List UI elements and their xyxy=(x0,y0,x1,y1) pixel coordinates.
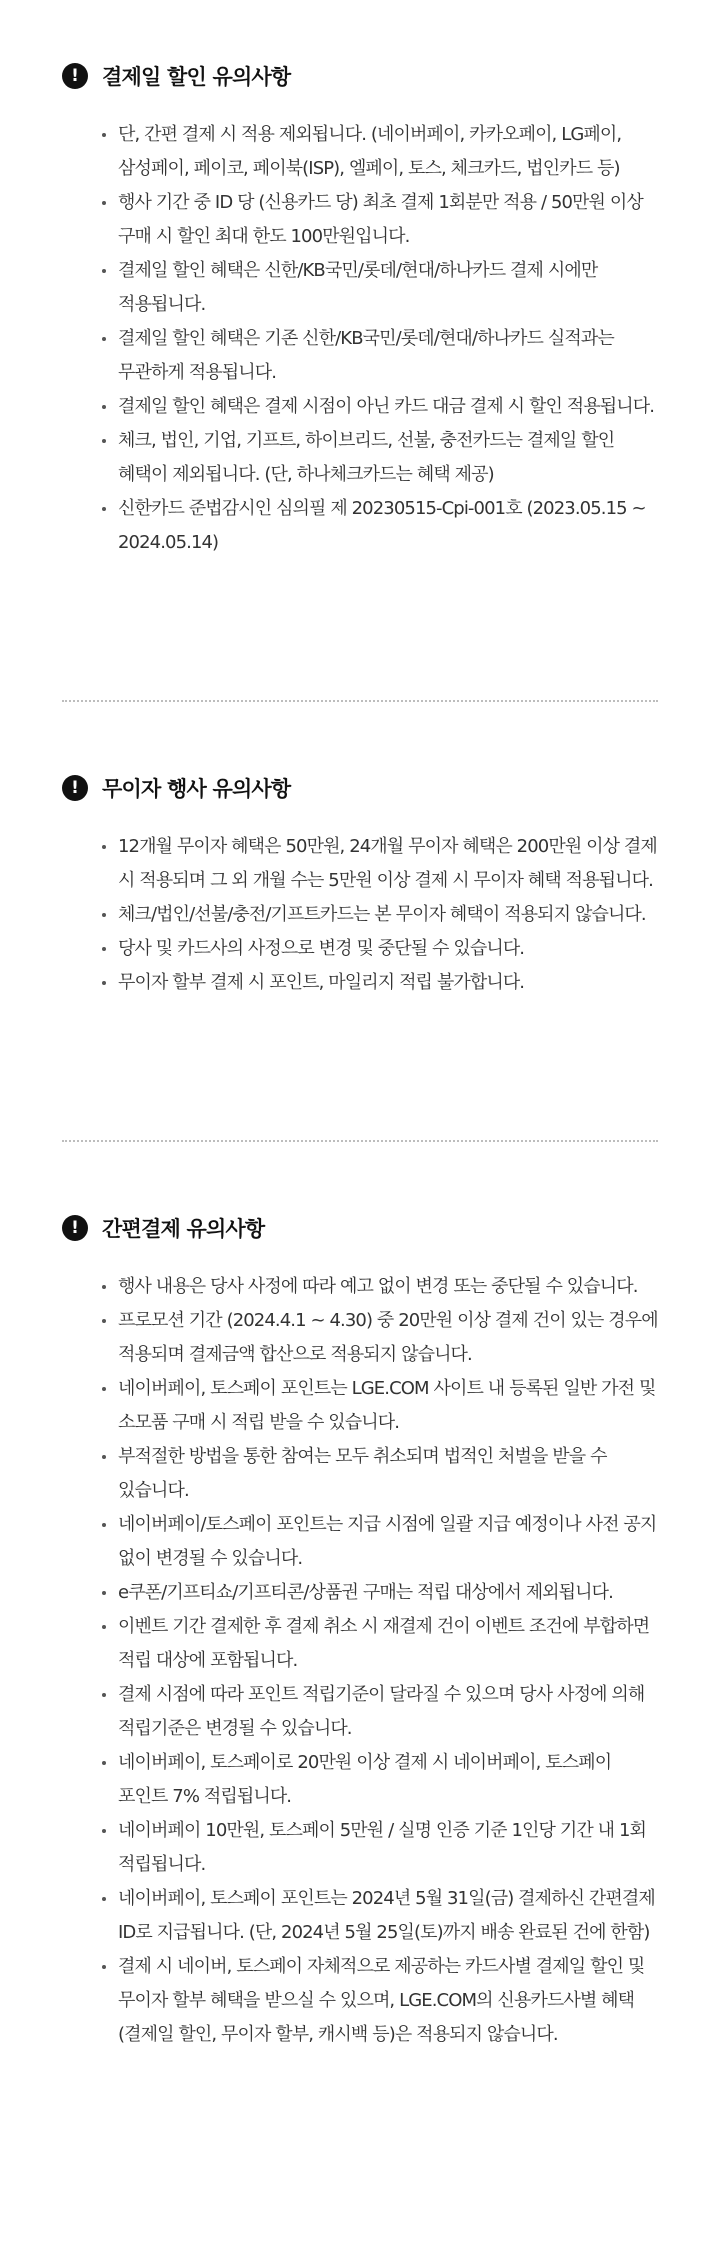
list-item: 네이버페이/토스페이 포인트는 지급 시점에 일괄 지급 예정이나 사전 공지 없이 변경될 수 있습니다. xyxy=(100,1508,660,1576)
section-title: 결제일 할인 유의사항 xyxy=(102,65,291,89)
list-item: 행사 내용은 당사 사정에 따라 예고 없이 변경 또는 중단될 수 있습니다. xyxy=(100,1270,660,1304)
list-item: 12개월 무이자 혜택은 50만원, 24개월 무이자 혜택은 200만원 이상 결제 시 적용되며 그 외 개월 수는 5만원 이상 결제 시 무이자 혜택 적용됩니다. xyxy=(100,830,660,898)
list-item: 결제일 할인 혜택은 신한/KB국민/롯데/현대/하나카드 결제 시에만 적용됩니다. xyxy=(100,254,660,322)
payment-day-discount-notice xyxy=(62,56,660,560)
notice-list xyxy=(62,1270,660,2052)
section-heading xyxy=(62,768,660,808)
list-item: 당사 및 카드사의 사정으로 변경 및 중단될 수 있습니다. xyxy=(100,932,660,966)
list-item: 신한카드 준법감시인 심의필 제 20230515-Cpi-001호 (2023.05.15 ~ 2024.05.14) xyxy=(100,492,660,560)
list-item: 행사 기간 중 ID 당 (신용카드 당) 최초 결제 1회분만 적용 / 50만원 이상 구매 시 할인 최대 한도 100만원입니다. xyxy=(100,186,660,254)
dotted-divider xyxy=(62,700,658,702)
section-title: 무이자 행사 유의사항 xyxy=(102,777,291,801)
list-item: 부적절한 방법을 통한 참여는 모두 취소되며 법적인 처벌을 받을 수 있습니다. xyxy=(100,1440,660,1508)
list-item: 결제일 할인 혜택은 기존 신한/KB국민/롯데/현대/하나카드 실적과는 무관하게 적용됩니다. xyxy=(100,322,660,390)
list-item: 무이자 할부 결제 시 포인트, 마일리지 적립 불가합니다. xyxy=(100,966,660,1000)
list-item: 체크/법인/선불/충전/기프트카드는 본 무이자 혜택이 적용되지 않습니다. xyxy=(100,898,660,932)
list-item: 네이버페이, 토스페이 포인트는 2024년 5월 31일(금) 결제하신 간편결제 ID로 지급됩니다. (단, 2024년 5월 25일(토)까지 배송 완료된 건에 한함) xyxy=(100,1882,660,1950)
notice-list xyxy=(62,830,660,1000)
list-item: 결제 시 네이버, 토스페이 자체적으로 제공하는 카드사별 결제일 할인 및 무이자 할부 혜택을 받으실 수 있으며, LGE.COM의 신용카드사별 혜택(결제일 할인, 무이자 할부, 캐시백 등)은 적용되지 않습니다. xyxy=(100,1950,660,2052)
list-item: 결제 시점에 따라 포인트 적립기준이 달라질 수 있으며 당사 사정에 의해 적립기준은 변경될 수 있습니다. xyxy=(100,1678,660,1746)
list-item: 체크, 법인, 기업, 기프트, 하이브리드, 선불, 충전카드는 결제일 할인 혜택이 제외됩니다. (단, 하나체크카드는 혜택 제공) xyxy=(100,424,660,492)
easy-payment-notice xyxy=(62,1208,660,2052)
list-item: e쿠폰/기프티쇼/기프티콘/상품권 구매는 적립 대상에서 제외됩니다. xyxy=(100,1576,660,1610)
exclamation-circle-icon: ! xyxy=(62,63,88,89)
section-heading xyxy=(62,1208,660,1248)
exclamation-circle-icon: ! xyxy=(62,1215,88,1241)
exclamation-circle-icon: ! xyxy=(62,775,88,801)
list-item: 네이버페이, 토스페이로 20만원 이상 결제 시 네이버페이, 토스페이 포인트 7% 적립됩니다. xyxy=(100,1746,660,1814)
list-item: 단, 간편 결제 시 적용 제외됩니다. (네이버페이, 카카오페이, LG페이, 삼성페이, 페이코, 페이북(ISP), 엘페이, 토스, 체크카드, 법인카드 등) xyxy=(100,118,660,186)
section-title: 간편결제 유의사항 xyxy=(102,1217,265,1241)
interest-free-notice xyxy=(62,768,660,1000)
dotted-divider xyxy=(62,1140,658,1142)
section-heading xyxy=(62,56,660,96)
list-item: 프로모션 기간 (2024.4.1 ~ 4.30) 중 20만원 이상 결제 건이 있는 경우에 적용되며 결제금액 합산으로 적용되지 않습니다. xyxy=(100,1304,660,1372)
notice-list xyxy=(62,118,660,560)
list-item: 이벤트 기간 결제한 후 결제 취소 시 재결제 건이 이벤트 조건에 부합하면 적립 대상에 포함됩니다. xyxy=(100,1610,660,1678)
list-item: 네이버페이, 토스페이 포인트는 LGE.COM 사이트 내 등록된 일반 가전 및 소모품 구매 시 적립 받을 수 있습니다. xyxy=(100,1372,660,1440)
list-item: 네이버페이 10만원, 토스페이 5만원 / 실명 인증 기준 1인당 기간 내 1회 적립됩니다. xyxy=(100,1814,660,1882)
list-item: 결제일 할인 혜택은 결제 시점이 아닌 카드 대금 결제 시 할인 적용됩니다. xyxy=(100,390,660,424)
